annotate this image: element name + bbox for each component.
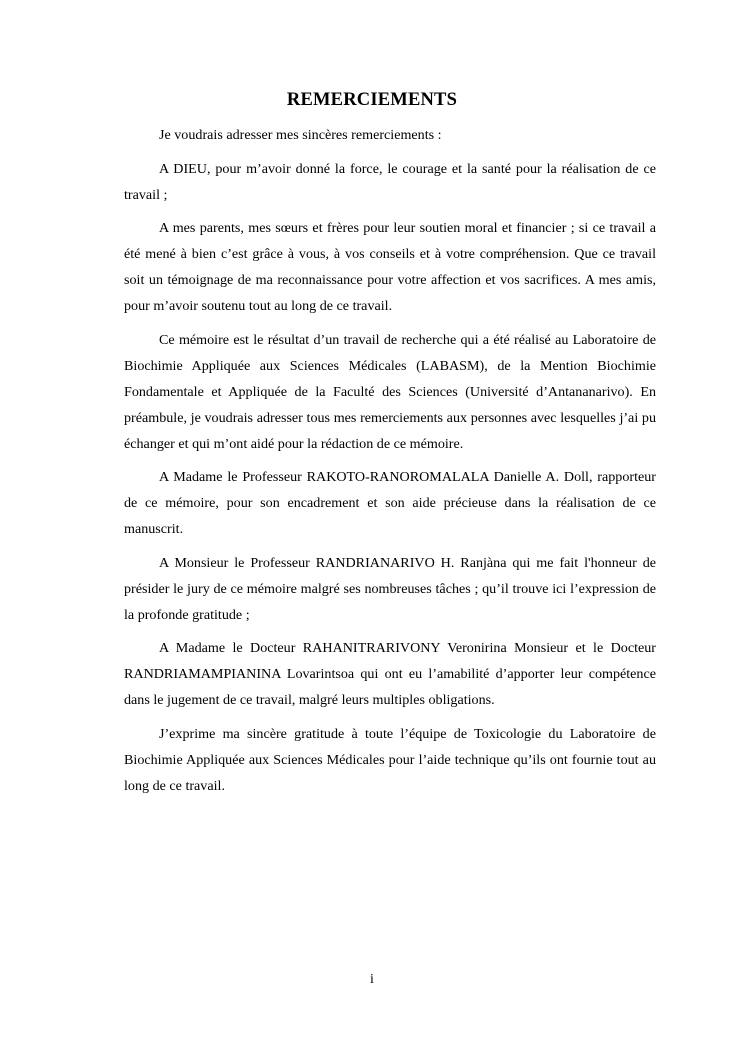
paragraph-president: A Monsieur le Professeur RANDRIANARIVO H. Ranjàna qui me fait l'honneur de présider le jury de ce mémoire malgré ses nombreuses tâches ; qu’il trouve ici l’expression de la profonde gratitude ; (124, 554, 656, 623)
paragraph-parents: A mes parents, mes sœurs et frères pour leur soutien moral et financier ; si ce travail a été mené à bien c’est grâce à vous, à vos conseils et à votre compréhension. Que ce travail soit un témoignage de ma reconnaissance pour votre affection et vos sacrifices. A mes amis, pour m’avoir soutenu tout au long de ce travail. (124, 220, 656, 314)
paragraph-laboratory: Ce mémoire est le résultat d’un travail de recherche qui a été réalisé au Laboratoire de Biochimie Appliquée aux Sciences Médicales (LABASM), de la Mention Biochimie Fondamentale et Appliquée de la Faculté des Sciences (Université d’Antananarivo). En préambule, je voudrais adresser tous mes remerciements aux personnes avec lesquelles j’ai pu échanger et qui m’ont aidé pour la rédaction de ce mémoire. (124, 331, 656, 452)
page-number: i (370, 972, 374, 987)
paragraph-intro: Je voudrais adresser mes sincères remerciements : (159, 127, 442, 143)
paragraph-team: J’exprime ma sincère gratitude à toute l’équipe de Toxicologie du Laboratoire de Biochimie Appliquée aux Sciences Médicales pour l’aide technique qu’ils ont fournie tout au long de ce travail. (124, 725, 656, 794)
page-title: REMERCIEMENTS (286, 90, 458, 110)
paragraph-rapporteur: A Madame le Professeur RAKOTO-RANOROMALALA Danielle A. Doll, rapporteur de ce mémoire, pour son encadrement et son aide précieuse dans la réalisation de ce manuscrit. (124, 469, 656, 537)
acknowledgements-body (124, 122, 656, 806)
paragraph-dieu: A DIEU, pour m’avoir donné la force, le courage et la santé pour la réalisation de ce travail ; (124, 160, 656, 203)
paragraph-examiners: A Madame le Docteur RAHANITRARIVONY Veronirina Monsieur et le Docteur RANDRIAMAMPIANINA Lovarintsoa qui ont eu l’amabilité d’apporter leur compétence dans le jugement de ce travail, malgré leurs multiples obligations. (124, 640, 656, 708)
